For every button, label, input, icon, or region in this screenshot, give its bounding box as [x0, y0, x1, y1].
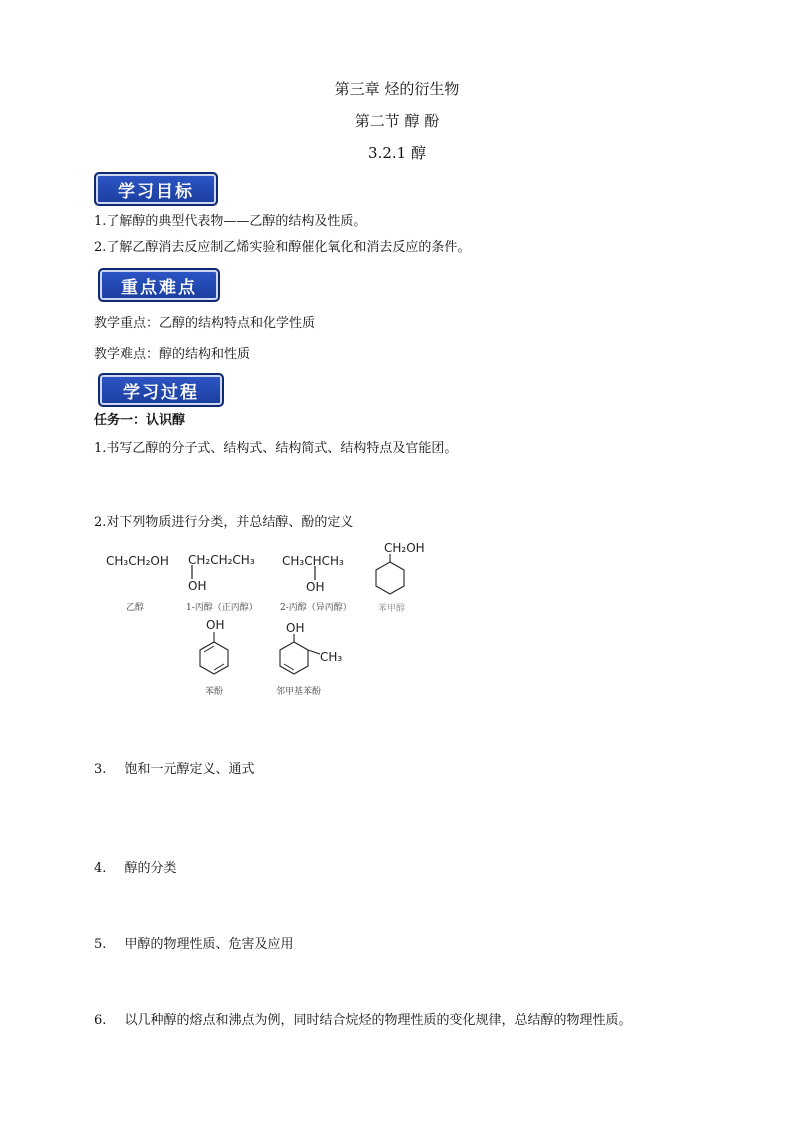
- benzyl-name: 苯甲醇: [378, 604, 406, 614]
- ethanol-formula: CH₃CH₂OH: [106, 554, 169, 568]
- question-6: [94, 1009, 632, 1028]
- section-title: 第二节 醇 酚: [354, 112, 440, 130]
- question-number: 3.: [94, 762, 107, 777]
- question-number: 4.: [94, 861, 107, 876]
- question-3: [94, 758, 255, 777]
- question-text: 甲醇的物理性质、危害及应用: [124, 937, 294, 952]
- cresol-name: 邻甲基苯酚: [276, 687, 322, 697]
- lesson-title: 3.2.1 醇: [368, 144, 426, 162]
- propanol1-oh: OH: [188, 579, 207, 593]
- focus-text: 教学重点：乙醇的结构特点和化学性质: [94, 316, 316, 331]
- question-2: 2.对下列物质进行分类，并总结醇、酚的定义: [94, 515, 354, 530]
- question-text: 以几种醇的熔点和沸点为例，同时结合烷烃的物理性质的变化规律，总结醇的物理性质。: [124, 1013, 632, 1028]
- key-points-badge: 重点难点: [98, 268, 220, 302]
- chapter-title: 第三章 烃的衍生物: [334, 80, 460, 98]
- question-number: 6.: [94, 1013, 107, 1028]
- propanol1-formula: CH₂CH₂CH₃: [188, 553, 255, 567]
- cresol-ch3: CH₃: [320, 650, 343, 664]
- question-4: [94, 857, 177, 876]
- question-text: 醇的分类: [124, 861, 177, 876]
- task-title: 任务一：认识醇: [94, 413, 186, 428]
- goals-badge: 学习目标: [94, 172, 218, 206]
- process-badge: 学习过程: [98, 373, 224, 407]
- propanol2-name: 2-丙醇（异丙醇）: [280, 603, 352, 613]
- cresol-oh: OH: [286, 621, 305, 635]
- propanol2-formula: CH₃CHCH₃: [282, 554, 344, 568]
- ethanol-name: 乙醇: [126, 603, 145, 613]
- question-text: 饱和一元醇定义、通式: [124, 762, 255, 777]
- benzene-ring-icon: [198, 632, 234, 680]
- phenol-oh: OH: [206, 618, 225, 632]
- benzyl-group: CH₂OH: [384, 541, 425, 555]
- phenol-name: 苯酚: [205, 687, 224, 697]
- propanol2-oh: OH: [306, 580, 325, 594]
- goal-item: 2.了解乙醇消去反应制乙烯实验和醇催化氧化和消去反应的条件。: [94, 240, 471, 255]
- difficulty-text: 教学难点：醇的结构和性质: [94, 347, 251, 362]
- question-5: [94, 933, 294, 952]
- question-number: 5.: [94, 937, 107, 952]
- question-1: 1.书写乙醇的分子式、结构式、结构简式、结构特点及官能团。: [94, 441, 458, 456]
- benzene-ring-icon: [374, 554, 414, 600]
- goal-item: 1.了解醇的典型代表物——乙醇的结构及性质。: [94, 214, 367, 229]
- propanol1-name: 1-丙醇（正丙醇）: [186, 603, 258, 613]
